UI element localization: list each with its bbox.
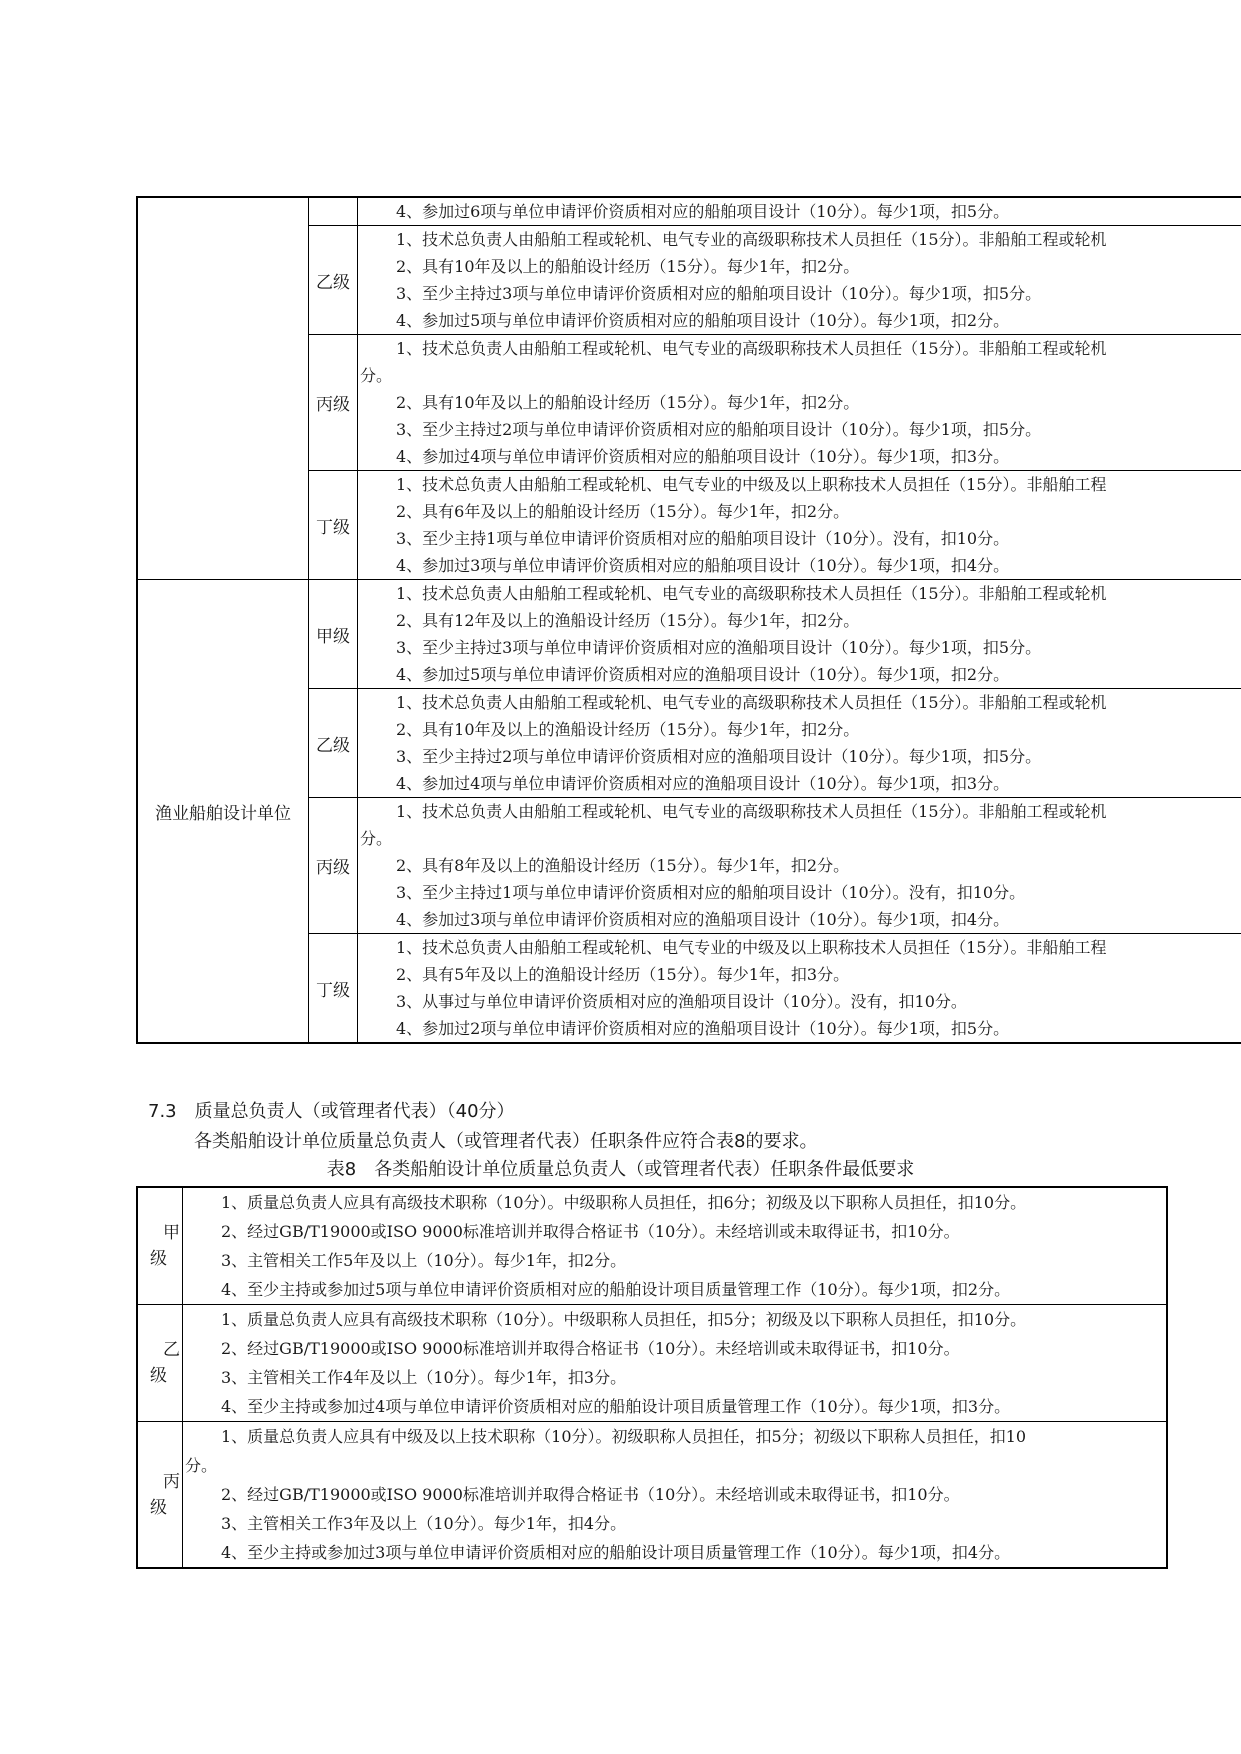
requirement-line: 4、参加过2项与单位申请评价资质相对应的渔船项目设计（10分）。每少1项，扣5分。 [396, 1019, 1010, 1038]
quality-manager-requirements-table [136, 1186, 1168, 1569]
requirement-line: 2、具有10年及以上的船舶设计经历（15分）。每少1年，扣2分。 [396, 393, 860, 412]
grade-cell [137, 1422, 183, 1569]
grade-cell: 乙级 [309, 226, 358, 335]
requirement-line: 1、技术总负责人由船舶工程或轮机、电气专业的中级及以上职称技术人员担任（15分）。非船舶工程 [396, 475, 1107, 494]
grade-label-bottom: 级 [150, 1497, 167, 1518]
requirements-cell [183, 1187, 1168, 1305]
requirement-line: 2、具有12年及以上的渔船设计经历（15分）。每少1年，扣2分。 [396, 611, 860, 630]
grade-label-bottom: 级 [150, 1249, 167, 1269]
requirement-line: 4、参加过4项与单位申请评价资质相对应的渔船项目设计（10分）。每少1项，扣3分。 [396, 774, 1010, 793]
grade-cell: 丁级 [309, 471, 358, 580]
requirements-cell [358, 226, 1241, 335]
requirement-line: 3、主管相关工作5年及以上（10分）。每少1年，扣2分。 [221, 1251, 627, 1270]
grade-label-top: 丙 [163, 1471, 180, 1492]
grade-cell [137, 1187, 183, 1305]
requirements-cell [358, 934, 1241, 1044]
requirement-line: 1、技术总负责人由船舶工程或轮机、电气专业的高级职称技术人员担任（15分）。非船舶工程或轮机 [396, 802, 1107, 821]
table-row [137, 580, 1241, 689]
requirements-cell [358, 798, 1241, 934]
requirement-line: 3、从事过与单位申请评价资质相对应的渔船项目设计（10分）。没有，扣10分。 [396, 992, 967, 1011]
requirement-line: 分。 [360, 366, 393, 385]
grade-label-top: 乙 [163, 1340, 180, 1360]
requirement-line: 4、参加过6项与单位申请评价资质相对应的船舶项目设计（10分）。每少1项，扣5分。 [396, 202, 1010, 221]
requirement-line: 4、至少主持或参加过4项与单位申请评价资质相对应的船舶设计项目质量管理工作（10分）。每少1项，扣3分。 [221, 1397, 1011, 1416]
table-row [137, 197, 1241, 226]
table-row [137, 1305, 1167, 1422]
grade-label-top: 甲 [163, 1223, 180, 1243]
grade-cell: 乙级 [309, 689, 358, 798]
requirement-line: 1、质量总负责人应具有中级及以上技术职称（10分）。初级职称人员担任，扣5分；初级以下职称人员担任，扣10 [221, 1427, 1027, 1446]
requirement-line: 3、至少主持过3项与单位申请评价资质相对应的船舶项目设计（10分）。每少1项，扣5分。 [396, 284, 1042, 303]
requirement-line: 分。 [185, 1456, 218, 1475]
requirement-line: 2、经过GB/T19000或ISO 9000标准培训并取得合格证书（10分）。未经培训或未取得证书，扣10分。 [221, 1485, 960, 1504]
grade-label-bottom: 级 [150, 1366, 167, 1386]
requirements-cell [183, 1422, 1168, 1569]
requirement-line: 1、技术总负责人由船舶工程或轮机、电气专业的中级及以上职称技术人员担任（15分）。非船舶工程 [396, 938, 1107, 957]
table-row [137, 1422, 1167, 1569]
grade-cell: 甲级 [309, 580, 358, 689]
requirement-line: 1、技术总负责人由船舶工程或轮机、电气专业的高级职称技术人员担任（15分）。非船舶工程或轮机 [396, 584, 1107, 603]
category-cell [137, 197, 309, 580]
grade-cell: 丙级 [309, 798, 358, 934]
requirement-line: 4、参加过5项与单位申请评价资质相对应的船舶项目设计（10分）。每少1项，扣2分。 [396, 311, 1010, 330]
requirement-line: 1、质量总负责人应具有高级技术职称（10分）。中级职称人员担任，扣6分；初级及以下职称人员担任，扣10分。 [221, 1193, 1027, 1212]
requirements-cell [358, 580, 1241, 689]
requirement-line: 3、至少主持过1项与单位申请评价资质相对应的船舶项目设计（10分）。没有，扣10分。 [396, 883, 1026, 902]
category-cell [137, 580, 309, 1044]
requirement-line: 4、参加过4项与单位申请评价资质相对应的船舶项目设计（10分）。每少1项，扣3分。 [396, 447, 1010, 466]
requirement-line: 1、技术总负责人由船舶工程或轮机、电气专业的高级职称技术人员担任（15分）。非船舶工程或轮机 [396, 693, 1107, 712]
requirement-line: 2、具有6年及以上的船舶设计经历（15分）。每少1年，扣2分。 [396, 502, 850, 521]
requirement-line: 2、具有10年及以上的船舶设计经历（15分）。每少1年，扣2分。 [396, 257, 860, 276]
requirement-line: 分。 [360, 829, 393, 848]
requirement-line: 4、参加过3项与单位申请评价资质相对应的渔船项目设计（10分）。每少1项，扣4分。 [396, 910, 1010, 929]
requirement-line: 3、主管相关工作3年及以上（10分）。每少1年，扣4分。 [221, 1514, 627, 1533]
grade-cell: 丁级 [309, 934, 358, 1044]
requirement-line: 3、至少主持1项与单位申请评价资质相对应的船舶项目设计（10分）。没有，扣10分。 [396, 529, 1010, 548]
requirement-line: 2、具有5年及以上的渔船设计经历（15分）。每少1年，扣3分。 [396, 965, 850, 984]
requirements-cell [358, 471, 1241, 580]
requirement-line: 3、至少主持过2项与单位申请评价资质相对应的渔船项目设计（10分）。每少1项，扣5分。 [396, 747, 1042, 766]
category-label: 渔业船舶设计单位 [155, 803, 291, 824]
requirement-line: 3、至少主持过3项与单位申请评价资质相对应的渔船项目设计（10分）。每少1项，扣5分。 [396, 638, 1042, 657]
requirement-line: 2、经过GB/T19000或ISO 9000标准培训并取得合格证书（10分）。未经培训或未取得证书，扣10分。 [221, 1222, 960, 1241]
requirement-line: 4、至少主持或参加过3项与单位申请评价资质相对应的船舶设计项目质量管理工作（10分）。每少1项，扣4分。 [221, 1543, 1011, 1562]
requirement-line: 4、参加过3项与单位申请评价资质相对应的船舶项目设计（10分）。每少1项，扣4分。 [396, 556, 1010, 575]
requirement-line: 3、至少主持过2项与单位申请评价资质相对应的船舶项目设计（10分）。每少1项，扣5分。 [396, 420, 1042, 439]
table-body [137, 197, 1241, 1043]
requirements-cell [358, 689, 1241, 798]
requirement-line: 2、经过GB/T19000或ISO 9000标准培训并取得合格证书（10分）。未经培训或未取得证书，扣10分。 [221, 1339, 960, 1358]
table-caption: 表8 各类船舶设计单位质量总负责人（或管理者代表）任职条件最低要求 [326, 1159, 915, 1180]
table-row [137, 1187, 1167, 1305]
table-body [137, 1187, 1167, 1568]
requirement-line: 4、至少主持或参加过5项与单位申请评价资质相对应的船舶设计项目质量管理工作（10分）。每少1项，扣2分。 [221, 1280, 1011, 1299]
requirement-line: 1、技术总负责人由船舶工程或轮机、电气专业的高级职称技术人员担任（15分）。非船舶工程或轮机 [396, 230, 1107, 249]
requirements-cell [183, 1305, 1168, 1422]
grade-cell [137, 1305, 183, 1422]
requirement-line: 4、参加过5项与单位申请评价资质相对应的渔船项目设计（10分）。每少1项，扣2分。 [396, 665, 1010, 684]
ship-design-requirements-table [136, 196, 1241, 1044]
requirement-line: 3、主管相关工作4年及以上（10分）。每少1年，扣3分。 [221, 1368, 627, 1387]
requirement-line: 1、技术总负责人由船舶工程或轮机、电气专业的高级职称技术人员担任（15分）。非船舶工程或轮机 [396, 339, 1107, 358]
requirements-cell [358, 335, 1241, 471]
requirements-cell [358, 197, 1241, 226]
section-paragraph: 各类船舶设计单位质量总负责人（或管理者代表）任职条件应符合表8的要求。 [194, 1131, 818, 1152]
requirement-line: 2、具有10年及以上的渔船设计经历（15分）。每少1年，扣2分。 [396, 720, 860, 739]
grade-cell [309, 197, 358, 226]
requirement-line: 2、具有8年及以上的渔船设计经历（15分）。每少1年，扣2分。 [396, 856, 850, 875]
section-heading: 7.3 质量总负责人（或管理者代表）（40分） [148, 1101, 515, 1122]
grade-cell: 丙级 [309, 335, 358, 471]
requirement-line: 1、质量总负责人应具有高级技术职称（10分）。中级职称人员担任，扣5分；初级及以下职称人员担任，扣10分。 [221, 1310, 1027, 1329]
